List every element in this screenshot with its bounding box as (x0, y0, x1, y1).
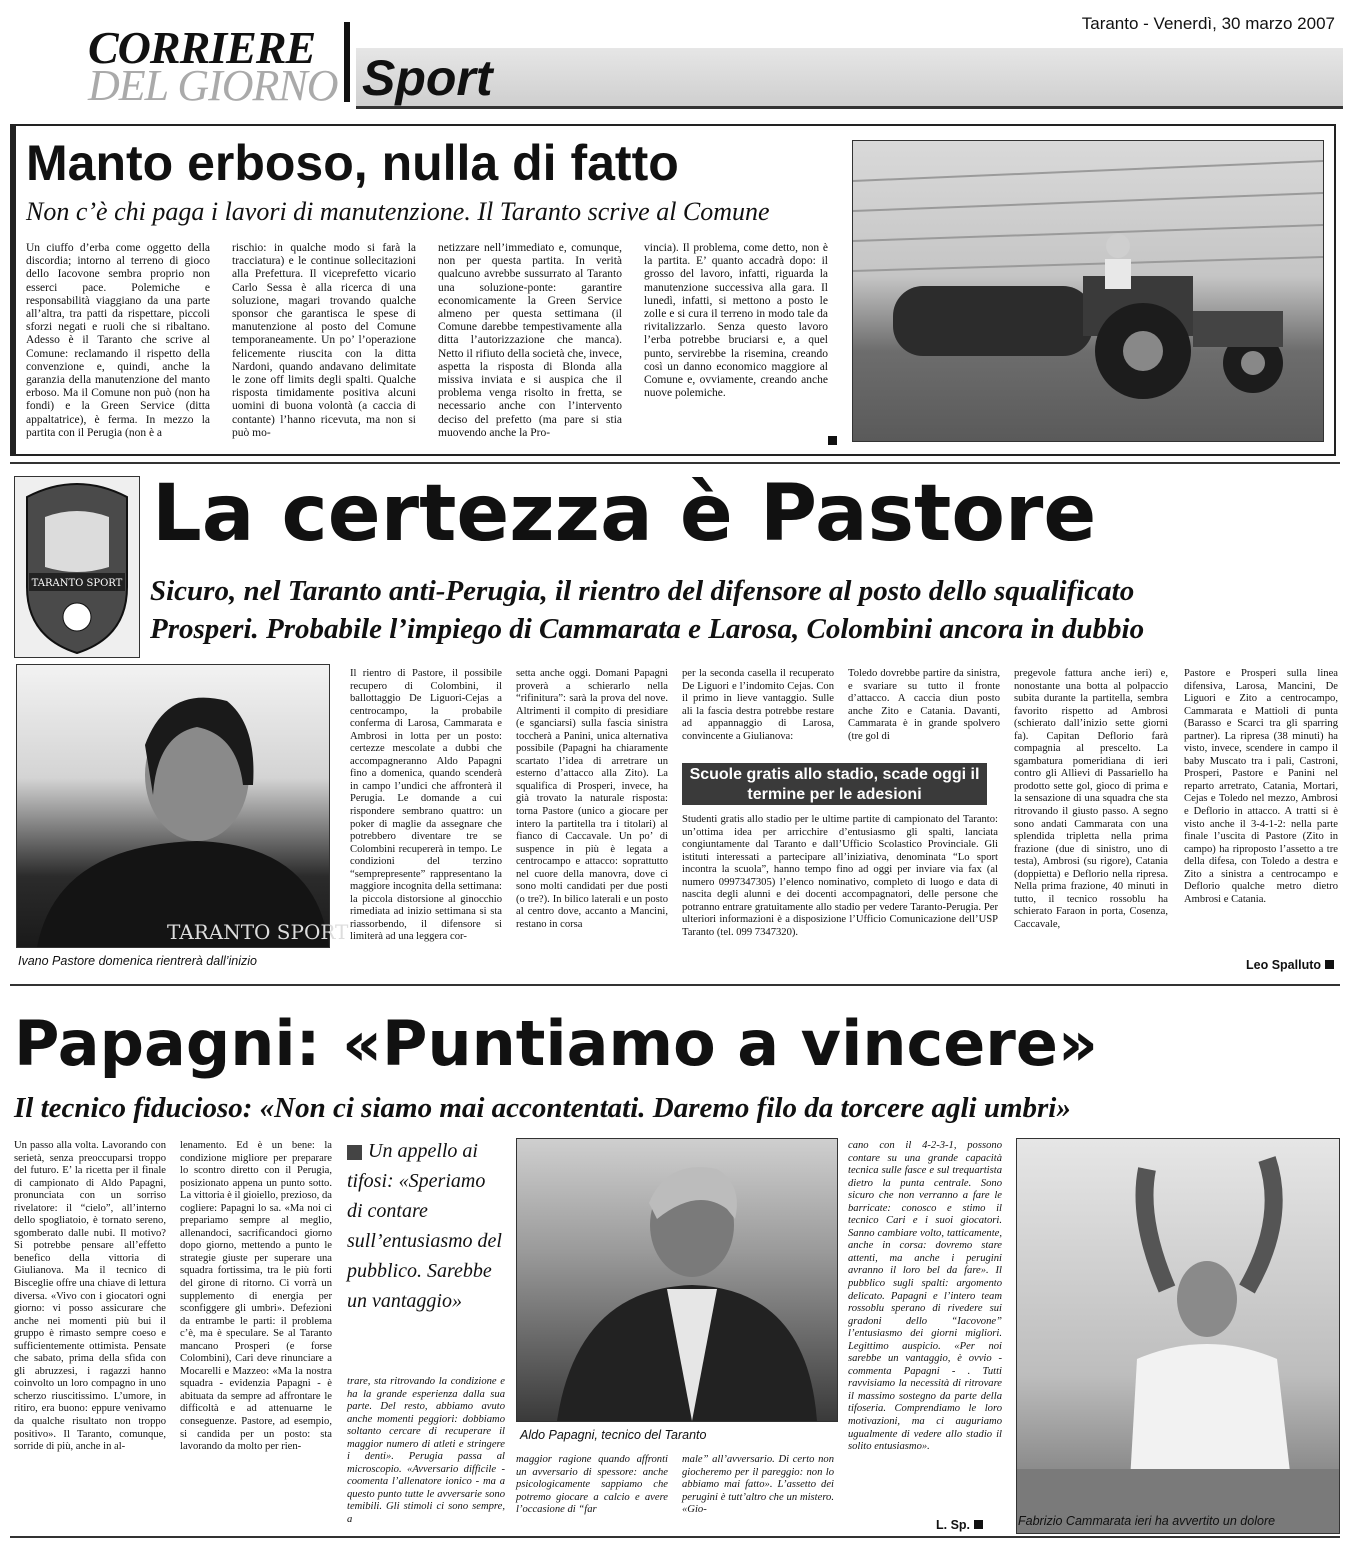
masthead-title: CORRIERE (88, 22, 316, 73)
masthead-divider (344, 22, 350, 102)
papagni-photo (516, 1138, 838, 1422)
player-waving-icon (1017, 1139, 1339, 1533)
article1-column-4: vincia). Il problema, come detto, non è la partita. E’ quanto accadrà dopo: il grosso del lavoro, infatti, riguarda la manutenzione successiva alla gara. Il lunedì, infatti, si mettono a posto le zolle e si cura il terreno in modo tale da rivitalizzarlo. Senza questo lavoro l’erba potrebbe bruciarsi e, a quel punto, servirebbe la risemina, creando così un danno economico maggiore al Comune e, ovviamente, creando anche nuove polemiche. (644, 242, 828, 400)
masthead-subtitle: DEL GIORNO (88, 61, 338, 110)
end-mark (1325, 960, 1334, 969)
article2-subhead-line1: Sicuro, nel Taranto anti-Perugia, il rientro del difensore al posto dello squalificato (150, 575, 1135, 607)
dateline: Taranto - Venerdì, 30 marzo 2007 (1081, 14, 1335, 33)
taranto-sport-logo (14, 476, 140, 658)
article1-column-1: Un ciuffo d’erba come oggetto della discordia; intorno al terreno di gioco dello Iacovone sembra proprio non esserci pace. Polemiche e responsabilità viaggiano da una parte all’altra, tra patti da rispettare, piccoli sforzi negati e ruoli che si ribaltano. Adesso è il Taranto che scrive al Comune: reclamando il rispetto della convenzione e, quindi, anche la garanzia della manutenzione del manto erboso. Ma il Comune non può (non ha fondi) e la Green Service (ditta appaltatrice), è ferma. In mezzo la partita con il Perugia (non è a (26, 242, 210, 439)
article2-subhead-line2: Prosperi. Probabile l’impiego di Cammarata e Larosa, Colombini ancora in dubbio (150, 613, 1145, 645)
article1-subhead: Non c’è chi paga i lavori di manutenzione. Il Taranto scrive al Comune (26, 197, 770, 226)
article2-column-4: Toledo dovrebbe partire da sinistra, e svariare su tutto il fronte d’attacco. A caccia diun posto anche Zito e Catania. Davanti, Cammarata è in grande spolvero (tre gol di (848, 668, 1000, 742)
pastore-photo (16, 664, 349, 948)
photo-shirt-text: TARANTO SPORT (167, 920, 349, 944)
bottom-rule (10, 1536, 1340, 1538)
quote-marker (347, 1145, 362, 1160)
article3-column-2: lenamento. Ed è un bene: la condizione migliore per preparare lo scontro diretto con il Perugia, posizionato appena un punto sotto. La vittoria è il gioiello, prezioso, da cogliere: Papagni lo sa. «Ma noi ci prepariamo sempre al meglio, allenandoci, sacrificandoci giorno dopo giorno, mettendo a punto le strategie giuste per superare una squadra fortissima, tra le più forti del girone di ritorno. Ci vorrà un supplemento di energia per sconfiggere gli umbri». Defezioni da entrambe le parti: il problema c’è, ma è speculare. Se al Taranto mancano Prosperi (e forse Colombini), Cari deve rinunciare a Mocarelli e Mazzeo: «Ma la nostra squadra - evidenzia Papagni - è abituata da sempre ad affrontare le difficoltà e ad attenuarne le conseguenze. Pastore, ad esempio, si candida per un posto: sta lavorando da molto per rien- (180, 1140, 332, 1453)
article3-column-4: maggior ragione quando affronti un avversario di spessore: anche psicologicamente sappiamo che potremo giocare a calcio e avere l’occasione di “far (516, 1454, 668, 1516)
article3-column-5: male” all’avversario. Di certo non giocheremo per il pareggio: non lo abbiamo mai fatto». L’assetto dei perugini è tutt’altro che un mistero. «Gio- (682, 1454, 834, 1516)
coach-portrait-icon (517, 1139, 837, 1421)
logo-text: TARANTO SPORT (31, 578, 123, 589)
cammarata-caption: Fabrizio Cammarata ieri ha avvertito un dolore (1018, 1514, 1276, 1528)
signature-text: L. Sp. (936, 1518, 971, 1532)
end-mark (974, 1520, 983, 1529)
divider-2 (10, 462, 1340, 464)
pastore-caption: Ivano Pastore domenica rientrerà dall’inizio (18, 954, 258, 968)
tractor-photo (852, 140, 1324, 442)
signature-text: Leo Spalluto (1246, 958, 1321, 972)
article3-column-1: Un passo alla volta. Lavorando con serietà, senza preoccuparsi troppo del futuro. E’ la ricetta per il finale di campionato di Aldo Papagni, pronunciata con un sorriso rivelatore: il “cielo”, all’interno dello spogliatoio, è tornato sereno, sgomberato dalle nubi. Il motivo? Si potrebbe pensare all’effetto benefico della vittoria di Giulianova. Ma il tecnico di Bisceglie offre una chiave di lettura diversa. «Vivo con i giocatori ogni giorno: vi posso assicurare che anche nei momenti più bui il gruppo è rimasto sempre coeso e sufficientemente ottimista. Pensate che sabato, prima della sfida con gli abruzzesi, i ragazzi hanno coinvolto un loro compagno in uno scherzo riuscitissimo. L’umore, in ritiro, era buono: eppure venivamo da qualche risultato non troppo positivo». Il Taranto, comunque, sorride di più, anche in al- (14, 1140, 166, 1453)
shield-icon (15, 477, 139, 657)
article3-column-3: trare, sta ritrovando la condizione e ha la grande esperienza dalla sua parte. Del resto, abbiamo avuto anche momenti peggiori: dobbiamo soltanto cercare di recuperare il maggior numero di atleti e stringere i denti». Perugia passa al microscopio. «Avversario difficile - coomenta l’allenatore ionico - ma a questo punto tutte le avversarie sono temibili. Gli stimoli ci sono sempre, a (347, 1376, 505, 1526)
article2-signature (1246, 958, 1334, 972)
article2-column-6: Pastore e Prosperi sulla linea difensiva, Larosa, Mancini, De Liguori e Zito a centrocampo, Cammarata e Mattioli di punta (Barasso e Scarci tra gli sparring partner). La ripresa (38 minuti) ha visto, invece, scendere in campo il baby Muscato tra i pali, Castroni, Prosperi, Pastore e Panini nel reparto arretrato, Catania, Mortari, Cejas e Toledo nel mezzo, Ambrosi e Deflorio in attacco. A tratti si è visto anche il 3-4-1-2: nella parte finale l’uscita di Pastore (Zito in campo) ha riproposto l’assetto a tre della difesa, con Toledo a destra e Zito a sinistra a centrocampo e Deflorio qualche metro dietro Ambrosi e Catania. (1184, 668, 1338, 905)
article2-headline: La certezza è Pastore (152, 469, 1097, 559)
article2-column-3: per la seconda casella il recuperato De Liguori e l’indomito Cejas. Con il primo in lieve vantaggio. Sulle ali la fascia destra potrebbe restare ad appannaggio di Larosa, convincente a Giulianova: (682, 668, 834, 742)
masthead-band (356, 48, 1343, 106)
player-portrait-icon (17, 665, 349, 947)
article2-column-2: setta anche oggi. Domani Papagni proverà a schierarlo nella “rifinitura”: sarà la prova del nove. Altrimenti il compito di presidiare (e sganciarsi) sulla fascia sinistra toccherà a Panini, unica alternativa possibile (Papagni ha chiaramente scartato l’idea di arretrare un esterno d’attacco alla Zito). La squalifica di Prosperi, invece, ha già trovato la naturale risposta: torna Pastore (unico a giocare per intero la partitella tra i titolari) al fianco di Caccavale. Un po’ di suspence in più è legata a centrocampo e attacco: soprattutto nel cuore della manovra, dove ci sono molti candidati per due posti (o tre?). In bilico laterali e un posto al centro dove, accanto a Mancini, restano in corsa (516, 668, 668, 930)
pull-quote-text: Un appello ai tifosi: «Speriamo di contare sull’entusiasmo del pubblico. Sarebbe un vantaggio» (347, 1140, 502, 1312)
article3-subhead: Il tecnico fiducioso: «Non ci siamo mai accontentati. Daremo filo da torcere agli umbri» (14, 1092, 1071, 1124)
cammarata-photo (1016, 1138, 1340, 1534)
masthead-rule (356, 106, 1343, 109)
article1-column-2: rischio: in qualche modo si farà la tracciatura) e le continue sollecitazioni alla Prefettura. Il viceprefetto vicario Carlo Sessa è alla ricerca di una soluzione, magari trovando qualche sponsor che garantisca le spese di manutenzione al posto del Comune temporaneamente. Un po’ l’operazione felicemente riuscita con la ditta Nardoni, quando andavano delimitate le zone off limits degli spalti. Qualche risposta timidamente positiva alcuni uomini di buona volontà (a caccia di contante) l’hanno ricevuta, ma non si può mo- (232, 242, 416, 439)
tractor-icon (853, 141, 1323, 441)
article1-column-3: netizzare nell’immediato e, comunque, non per questa partita. In verità qualcuno avrebbe sussurrato al Taranto una soluzione-ponte: garantire economicamente la Green Service almeno per questa settimana (il Comune darebbe tempestivamente alla ditta l’autorizzazione che manca). Netto il rifiuto della società che, invece, aspetta la risposta di Blonda alla missiva inviata e si auspica che il problema venga risolto in fretta, se necessario anche con l’intervento deciso del prefetto (ma pare si stia muovendo anche la Pro- (438, 242, 622, 439)
section-title: Sport (362, 50, 493, 106)
papagni-caption: Aldo Papagni, tecnico del Taranto (520, 1428, 707, 1442)
article1-headline: Manto erboso, nulla di fatto (26, 135, 679, 191)
pull-quote (347, 1136, 505, 1316)
divider-3 (10, 984, 1340, 986)
article3-headline: Papagni: «Puntiamo a vincere» (14, 1007, 1098, 1080)
article2-column-1: Il rientro di Pastore, il possibile recupero di Colombini, il ballottaggio De Liguori-Cejas a centrocampo, la probabile conferma di Larosa, Cammarata e Ambrosi in lotta per un posto: certezze mescolate a dubbi che accompagneranno Aldo Papagni fino a domenica, quando scenderà in campo l’undici che affronterà il Perugia. Le domande a cui rispondere sembrano quattro: un poker di maglie da assegnare che potrebbero diventare tre se Colombini recupererà in tempo. Le condizioni del terzino “semprepresente” rappresentano la maggiore incognita della settimana: la piccola distorsione al ginocchio rimediata ad inizio settimana si sta riassorbendo, il difensore si limiterà ad una leggera cor- (350, 668, 502, 943)
article3-signature (936, 1518, 983, 1532)
article3-column-6: cano con il 4-2-3-1, possono contare su una grande capacità tecnica sulle fasce e sul trequartista dietro la punta centrale. Sono sicuro che non verranno a fare le barricate: conosco e stimo il tecnico Cari e i suoi giocatori. Sanno cambiare volto, tatticamente, anche in corsa: dovremo stare attenti, ma anche i perugini avranno il loro bel da fare». Il pubblico sugli spalti: argomento delicato. Papagni e l’intero team rossoblu sperano di rivedere sui gradoni dello “Iacovone” l’entusiasmo dei giorni migliori. Legittimo auspicio. «Per noi sarebbe un vantaggio, è ovvio - commenta Papagni - . Tutti ravvisiamo la necessità di ritrovare il massimo sostegno da parte della tifoseria. Comprendiamo le loro motivazioni, ma ci auguriamo ugualmente di vedere allo stadio il solito entusiasmo». (848, 1140, 1002, 1453)
end-mark (828, 436, 837, 445)
school-box-text: Studenti gratis allo stadio per le ultime partite di campionato del Taranto: un’ottima idea per arricchire d’entusiasmo gli spalti, lanciata congiuntamente dal Taranto e dall’Ufficio Scolastico Provinciale. Gli istituti interessati a partecipare all’iniziativa, denominata “Lo sport incontra la scuola”, hanno tempo fino ad oggi per inviare via fax (al numero 0997347305) l’elenco nominativo, completo di luogo e data di nascita degli alunni e dei docenti accompagnatori, delle persone che potranno entrare gratuitamente allo stadio per vedere Taranto-Perugia. Per ulteriori informazioni è a disposizione l’Ufficio Comunicazione dell’USP Taranto (tel. 099 7347320). (682, 814, 998, 938)
article2-column-5: pregevole fattura anche ieri) e, nonostante una botta al polpaccio subita durante la partitella, sembra favorito rispetto ad Ambrosi (schierato dall’inizio sette giorni fa). Capitan Deflorio farà compagnia al prescelto. La sgambatura pomeridiana di ieri contro gli Allievi di Passariello ha prodotto sette gol, gioco di prima e la sensazione di una squadra che sta ritrovando il giusto passo. A segno sono andati Cammarata con una splendida tripletta nella prima frazione (due di sinistro, uno di testa), Ambrosi (su rigore), Catania (doppietta) e Deflorio nella ripresa. Nella prima frazione, 40 minuti in tutto, il tecnico rossoblu ha schierato Faraon in porta, Cosenza, Caccavale, (1014, 668, 1168, 930)
school-box-title: Scuole gratis allo stadio, scade oggi il termine per le adesioni (682, 763, 987, 805)
